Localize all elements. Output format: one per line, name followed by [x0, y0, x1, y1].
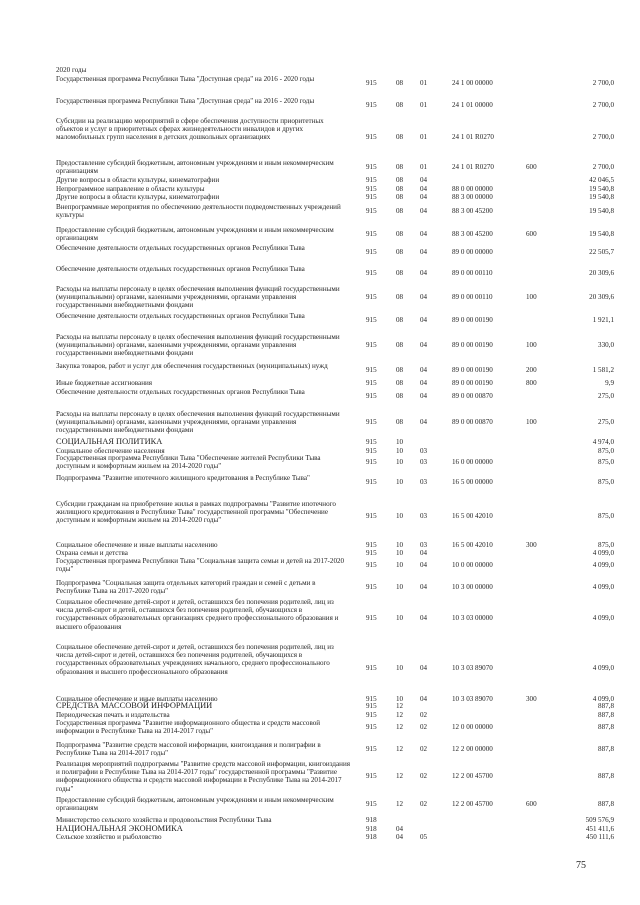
amount-cell: 887,8 — [598, 800, 614, 808]
target-item-code-cell: 89 0 00 00110 — [452, 293, 493, 301]
section-code-cell: 12 — [396, 711, 404, 719]
target-item-code-cell: 16 0 00 00000 — [452, 458, 493, 466]
subsection-code-cell: 02 — [420, 745, 428, 753]
admin-code-cell: 915 — [366, 614, 377, 622]
admin-code-cell: 915 — [366, 561, 377, 569]
admin-code-cell: 915 — [366, 163, 377, 171]
amount-cell: 451 411,6 — [585, 825, 614, 833]
admin-code-cell: 915 — [366, 293, 377, 301]
expense-type-code-cell: 600 — [526, 800, 537, 808]
subsection-code-cell: 03 — [420, 541, 428, 549]
amount-cell: 4 099,0 — [592, 549, 614, 557]
subsection-code-cell: 04 — [420, 664, 428, 672]
target-item-code-cell: 88 3 00 00000 — [452, 193, 493, 201]
subsection-code-cell: 04 — [420, 561, 428, 569]
target-item-code-cell: 16 5 00 42010 — [452, 512, 493, 520]
subsection-code-cell: 04 — [420, 193, 428, 201]
row-name: Обеспечение деятельности отдельных государственных органов Республики Тыва — [56, 388, 305, 396]
row-name: Предоставление субсидий бюджетным, автономным учреждениям и иным некоммерческим организациям — [56, 159, 334, 176]
row-name: Государственная программа Республики Тыва "Доступная среда" на 2016 - 2020 годы — [56, 75, 315, 83]
target-item-code-cell: 10 3 03 89070 — [452, 695, 493, 703]
subsection-code-cell: 03 — [420, 458, 428, 466]
page-number: 75 — [576, 860, 586, 871]
row-name: Подпрограмма "Развитие средств массовой информации, книгоиздания и полиграфии в Республике Тыва на 2014-2017 годы" — [56, 741, 321, 758]
section-code-cell: 08 — [396, 176, 404, 184]
row-name: Охрана семьи и детства — [56, 549, 128, 557]
row-name: Государственная программа "Развитие информационного общества и средств массовой информации в Республике Тыва на 2014-2017 годы" — [56, 719, 321, 736]
subsection-code-cell: 01 — [420, 101, 428, 109]
admin-code-cell: 915 — [366, 185, 377, 193]
target-item-code-cell: 24 1 01 00000 — [452, 101, 493, 109]
section-code-cell: 10 — [396, 614, 404, 622]
section-code-cell: 12 — [396, 723, 404, 731]
admin-code-cell: 915 — [366, 101, 377, 109]
target-item-code-cell: 16 5 00 00000 — [452, 478, 493, 486]
row-name: Социальное обеспечение детей-сирот и детей, оставшихся без попечения родителей, лиц из числа детей-сирот и детей, оставшихся без попечения родителей, обучающихся в государственных образовательных учреждениях начального, среднего профессионального образования и высшего профессионального образования — [56, 643, 334, 676]
section-code-cell: 08 — [396, 392, 404, 400]
section-code-cell: 08 — [396, 366, 404, 374]
section-code-cell: 10 — [396, 447, 404, 455]
admin-code-cell: 915 — [366, 512, 377, 520]
amount-cell: 875,0 — [598, 458, 614, 466]
amount-cell: 4 974,0 — [592, 438, 614, 446]
admin-code-cell: 915 — [366, 207, 377, 215]
section-code-cell: 08 — [396, 379, 404, 387]
section-code-cell: 10 — [396, 549, 404, 557]
section-code-cell: 12 — [396, 800, 404, 808]
admin-code-cell: 918 — [366, 816, 377, 824]
row-name: СРЕДСТВА МАССОВОЙ ИНФОРМАЦИИ — [56, 701, 213, 710]
row-name: Предоставление субсидий бюджетным, автономным учреждениям и иным некоммерческим организациям — [56, 796, 334, 813]
amount-cell: 875,0 — [598, 478, 614, 486]
admin-code-cell: 915 — [366, 541, 377, 549]
target-item-code-cell: 10 0 00 00000 — [452, 561, 493, 569]
section-code-cell: 08 — [396, 230, 404, 238]
row-name: Сельское хозяйство и рыболовство — [56, 833, 162, 841]
row-name: Государственная программа Республики Тыва "Доступная среда" на 2016 - 2020 годы — [56, 97, 315, 105]
amount-cell: 887,8 — [598, 772, 614, 780]
section-code-cell: 08 — [396, 79, 404, 87]
target-item-code-cell: 88 3 00 45200 — [452, 230, 493, 238]
row-name: Обеспечение деятельности отдельных государственных органов Республики Тыва — [56, 312, 305, 320]
section-code-cell: 08 — [396, 193, 404, 201]
row-name: СОЦИАЛЬНАЯ ПОЛИТИКА — [56, 437, 163, 446]
admin-code-cell: 915 — [366, 664, 377, 672]
admin-code-cell: 915 — [366, 366, 377, 374]
amount-cell: 20 309,6 — [589, 269, 614, 277]
subsection-code-cell: 02 — [420, 711, 428, 719]
admin-code-cell: 915 — [366, 392, 377, 400]
section-code-cell: 08 — [396, 316, 404, 324]
admin-code-cell: 915 — [366, 269, 377, 277]
section-code-cell: 08 — [396, 341, 404, 349]
row-name: Другие вопросы в области культуры, кинематографии — [56, 176, 220, 184]
section-code-cell: 10 — [396, 512, 404, 520]
amount-cell: 9,9 — [605, 379, 614, 387]
row-name: Реализация мероприятий подпрограммы "Развитие средств массовой информации, книгоиздания и полиграфии в Республике Тыва на 2014-2017 годы" государственной программы "Развитие информационного общества и средств массовой информации в Республике Тыва на 2014-2017 годы" — [56, 760, 351, 793]
amount-cell: 1 921,1 — [592, 316, 614, 324]
section-code-cell: 04 — [396, 833, 404, 841]
subsection-code-cell: 04 — [420, 614, 428, 622]
amount-cell: 19 540,8 — [589, 230, 614, 238]
subsection-code-cell: 05 — [420, 833, 428, 841]
target-item-code-cell: 89 0 00 00190 — [452, 366, 493, 374]
admin-code-cell: 915 — [366, 79, 377, 87]
expense-type-code-cell: 300 — [526, 695, 537, 703]
row-name: Непрограммное направление в области культуры — [56, 185, 205, 193]
admin-code-cell: 915 — [366, 230, 377, 238]
subsection-code-cell: 04 — [420, 695, 428, 703]
admin-code-cell: 915 — [366, 418, 377, 426]
row-name: Расходы на выплаты персоналу в целях обеспечения выполнения функций государственными (муниципальными) органами, казенными учреждениями, органами управления государственными внебюджетными фондами — [56, 333, 340, 358]
target-item-code-cell: 12 2 00 00000 — [452, 745, 493, 753]
amount-cell: 450 111,6 — [586, 833, 614, 841]
row-name: Субсидии гражданам на приобретение жилья в рамках подпрограммы "Развитие ипотечного жилищного кредитования в Республике Тыва" государственной программы "Обеспечение доступным и комфортным жильем на 2014-2020 годы" — [56, 500, 336, 525]
section-code-cell: 08 — [396, 133, 404, 141]
section-code-cell: 08 — [396, 418, 404, 426]
row-name: Подпрограмма "Социальная защита отдельных категорий граждан и семей с детьми в Республике Тыва на 2017-2020 годы" — [56, 579, 316, 596]
admin-code-cell: 915 — [366, 695, 377, 703]
row-name: Государственная программа Республики Тыва "Обеспечение жителей Республики Тыва доступным и комфортным жильем на 2014-2020 годы" — [56, 454, 321, 471]
amount-cell: 887,8 — [598, 711, 614, 719]
row-name: Обеспечение деятельности отдельных государственных органов Республики Тыва — [56, 265, 305, 273]
row-name: НАЦИОНАЛЬНАЯ ЭКОНОМИКА — [56, 824, 183, 833]
subsection-code-cell: 03 — [420, 447, 428, 455]
amount-cell: 4 099,0 — [592, 664, 614, 672]
amount-cell: 887,8 — [598, 702, 614, 710]
target-item-code-cell: 24 1 01 R0270 — [452, 163, 494, 171]
admin-code-cell: 915 — [366, 176, 377, 184]
admin-code-cell: 915 — [366, 800, 377, 808]
admin-code-cell: 915 — [366, 341, 377, 349]
target-item-code-cell: 89 0 00 00190 — [452, 341, 493, 349]
amount-cell: 4 099,0 — [592, 614, 614, 622]
row-name: Периодическая печать и издательства — [56, 711, 170, 719]
target-item-code-cell: 16 5 00 42010 — [452, 541, 493, 549]
expense-type-code-cell: 800 — [526, 379, 537, 387]
target-item-code-cell: 24 1 01 R0270 — [452, 133, 494, 141]
row-name: Социальное обеспечение детей-сирот и детей, оставшихся без попечения родителей, лиц из числа детей-сирот и детей, оставшихся без попечения родителей, обучающихся в государственных образовательных организациях среднего профессионального образования и высшего образования — [56, 598, 339, 631]
amount-cell: 4 099,0 — [592, 695, 614, 703]
target-item-code-cell: 89 0 00 00190 — [452, 316, 493, 324]
subsection-code-cell: 04 — [420, 366, 428, 374]
subsection-code-cell: 02 — [420, 772, 428, 780]
amount-cell: 875,0 — [598, 541, 614, 549]
amount-cell: 2 700,0 — [592, 163, 614, 171]
row-name: Другие вопросы в области культуры, кинематографии — [56, 193, 220, 201]
row-name: 2020 годы — [56, 66, 87, 74]
subsection-code-cell: 04 — [420, 176, 428, 184]
target-item-code-cell: 89 0 00 00190 — [452, 379, 493, 387]
subsection-code-cell: 04 — [420, 185, 428, 193]
admin-code-cell: 918 — [366, 825, 377, 833]
admin-code-cell: 915 — [366, 772, 377, 780]
row-name: Расходы на выплаты персоналу в целях обеспечения выполнения функций государственными (муниципальными) органами, казенными учреждениями, органами управления государственными внебюджетными фондами — [56, 285, 340, 310]
section-code-cell: 08 — [396, 185, 404, 193]
section-code-cell: 12 — [396, 772, 404, 780]
section-code-cell: 08 — [396, 293, 404, 301]
row-name: Подпрограмма "Развитие ипотечного жилищного кредитования в Республике Тыва" — [56, 474, 310, 482]
subsection-code-cell: 04 — [420, 379, 428, 387]
section-code-cell: 08 — [396, 207, 404, 215]
expense-type-code-cell: 300 — [526, 541, 537, 549]
target-item-code-cell: 89 0 00 00110 — [452, 269, 493, 277]
admin-code-cell: 915 — [366, 702, 377, 710]
amount-cell: 887,8 — [598, 723, 614, 731]
section-code-cell: 04 — [396, 825, 404, 833]
subsection-code-cell: 02 — [420, 800, 428, 808]
admin-code-cell: 915 — [366, 133, 377, 141]
expense-type-code-cell: 600 — [526, 163, 537, 171]
expense-type-code-cell: 200 — [526, 366, 537, 374]
section-code-cell: 10 — [396, 695, 404, 703]
subsection-code-cell: 02 — [420, 723, 428, 731]
target-item-code-cell: 12 0 00 00000 — [452, 723, 493, 731]
row-name: Субсидии на реализацию мероприятий в сфере обеспечения доступности приоритетных объектов и услуг в приоритетных сферах жизнедеятельности инвалидов и других маломобильных групп населения в детских дошкольных организациях — [56, 117, 324, 142]
expense-type-code-cell: 600 — [526, 230, 537, 238]
amount-cell: 4 099,0 — [592, 583, 614, 591]
admin-code-cell: 915 — [366, 583, 377, 591]
section-code-cell: 10 — [396, 583, 404, 591]
subsection-code-cell: 04 — [420, 341, 428, 349]
section-code-cell: 08 — [396, 269, 404, 277]
amount-cell: 875,0 — [598, 512, 614, 520]
section-code-cell: 12 — [396, 745, 404, 753]
amount-cell: 20 309,6 — [589, 293, 614, 301]
subsection-code-cell: 04 — [420, 207, 428, 215]
row-name: Предоставление субсидий бюджетным, автономным учреждениям и иным некоммерческим организациям — [56, 226, 334, 243]
section-code-cell: 08 — [396, 101, 404, 109]
admin-code-cell: 915 — [366, 745, 377, 753]
amount-cell: 2 700,0 — [592, 133, 614, 141]
row-name: Социальное обеспечение населения — [56, 447, 165, 455]
section-code-cell: 08 — [396, 248, 404, 256]
amount-cell: 275,0 — [598, 392, 614, 400]
admin-code-cell: 915 — [366, 478, 377, 486]
row-name: Государственная программа Республики Тыва "Социальная защита семьи и детей на 2017-2020 годы" — [56, 557, 345, 574]
amount-cell: 2 700,0 — [592, 79, 614, 87]
target-item-code-cell: 89 0 00 00870 — [452, 418, 493, 426]
subsection-code-cell: 03 — [420, 478, 428, 486]
subsection-code-cell: 04 — [420, 549, 428, 557]
expense-type-code-cell: 100 — [526, 341, 537, 349]
admin-code-cell: 915 — [366, 193, 377, 201]
subsection-code-cell: 04 — [420, 293, 428, 301]
row-name: Расходы на выплаты персоналу в целях обеспечения выполнения функций государственными (муниципальными) органами, казенными учреждениями, органами управления государственными внебюджетными фондами — [56, 410, 340, 435]
target-item-code-cell: 88 0 00 00000 — [452, 185, 493, 193]
target-item-code-cell: 12 2 00 45700 — [452, 800, 493, 808]
admin-code-cell: 915 — [366, 248, 377, 256]
section-code-cell: 10 — [396, 438, 404, 446]
row-name: Социальное обеспечение и иные выплаты населению — [56, 541, 218, 549]
admin-code-cell: 915 — [366, 316, 377, 324]
target-item-code-cell: 88 3 00 45200 — [452, 207, 493, 215]
row-name: Министерство сельского хозяйства и продовольствия Республики Тыва — [56, 816, 272, 824]
amount-cell: 887,8 — [598, 745, 614, 753]
amount-cell: 875,0 — [598, 447, 614, 455]
section-code-cell: 10 — [396, 458, 404, 466]
amount-cell: 19 540,8 — [589, 193, 614, 201]
amount-cell: 330,0 — [598, 341, 614, 349]
row-name: Закупка товаров, работ и услуг для обеспечения государственных (муниципальных) нужд — [56, 362, 328, 370]
subsection-code-cell: 03 — [420, 512, 428, 520]
amount-cell: 42 046,5 — [589, 176, 614, 184]
admin-code-cell: 918 — [366, 833, 377, 841]
amount-cell: 22 505,7 — [589, 248, 614, 256]
subsection-code-cell: 04 — [420, 248, 428, 256]
subsection-code-cell: 04 — [420, 269, 428, 277]
subsection-code-cell: 01 — [420, 133, 428, 141]
section-code-cell: 08 — [396, 163, 404, 171]
section-code-cell: 10 — [396, 664, 404, 672]
amount-cell: 2 700,0 — [592, 101, 614, 109]
subsection-code-cell: 04 — [420, 230, 428, 238]
subsection-code-cell: 04 — [420, 418, 428, 426]
target-item-code-cell: 24 1 00 00000 — [452, 79, 493, 87]
target-item-code-cell: 89 0 00 00870 — [452, 392, 493, 400]
row-name: Обеспечение деятельности отдельных государственных органов Республики Тыва — [56, 244, 305, 252]
admin-code-cell: 915 — [366, 711, 377, 719]
amount-cell: 1 581,2 — [592, 366, 614, 374]
admin-code-cell: 915 — [366, 458, 377, 466]
row-name: Социальное обеспечение и иные выплаты населению — [56, 695, 218, 703]
amount-cell: 275,0 — [598, 418, 614, 426]
subsection-code-cell: 04 — [420, 583, 428, 591]
amount-cell: 509 576,9 — [585, 816, 614, 824]
admin-code-cell: 915 — [366, 549, 377, 557]
amount-cell: 19 540,8 — [589, 207, 614, 215]
admin-code-cell: 915 — [366, 447, 377, 455]
amount-cell: 19 540,8 — [589, 185, 614, 193]
section-code-cell: 12 — [396, 702, 404, 710]
amount-cell: 4 099,0 — [592, 561, 614, 569]
section-code-cell: 10 — [396, 561, 404, 569]
section-code-cell: 10 — [396, 478, 404, 486]
expense-type-code-cell: 100 — [526, 418, 537, 426]
target-item-code-cell: 10 3 03 89070 — [452, 664, 493, 672]
subsection-code-cell: 01 — [420, 163, 428, 171]
subsection-code-cell: 01 — [420, 79, 428, 87]
subsection-code-cell: 04 — [420, 392, 428, 400]
row-name: Внепрограммные мероприятия по обеспечению деятельности подведомственных учреждений культуры — [56, 203, 341, 220]
admin-code-cell: 915 — [366, 379, 377, 387]
row-name: Иные бюджетные ассигнования — [56, 379, 153, 387]
target-item-code-cell: 12 2 00 45700 — [452, 772, 493, 780]
target-item-code-cell: 89 0 00 00000 — [452, 248, 493, 256]
expense-type-code-cell: 100 — [526, 293, 537, 301]
admin-code-cell: 915 — [366, 438, 377, 446]
target-item-code-cell: 10 3 00 00000 — [452, 583, 493, 591]
section-code-cell: 10 — [396, 541, 404, 549]
admin-code-cell: 915 — [366, 723, 377, 731]
target-item-code-cell: 10 3 03 00000 — [452, 614, 493, 622]
subsection-code-cell: 04 — [420, 316, 428, 324]
